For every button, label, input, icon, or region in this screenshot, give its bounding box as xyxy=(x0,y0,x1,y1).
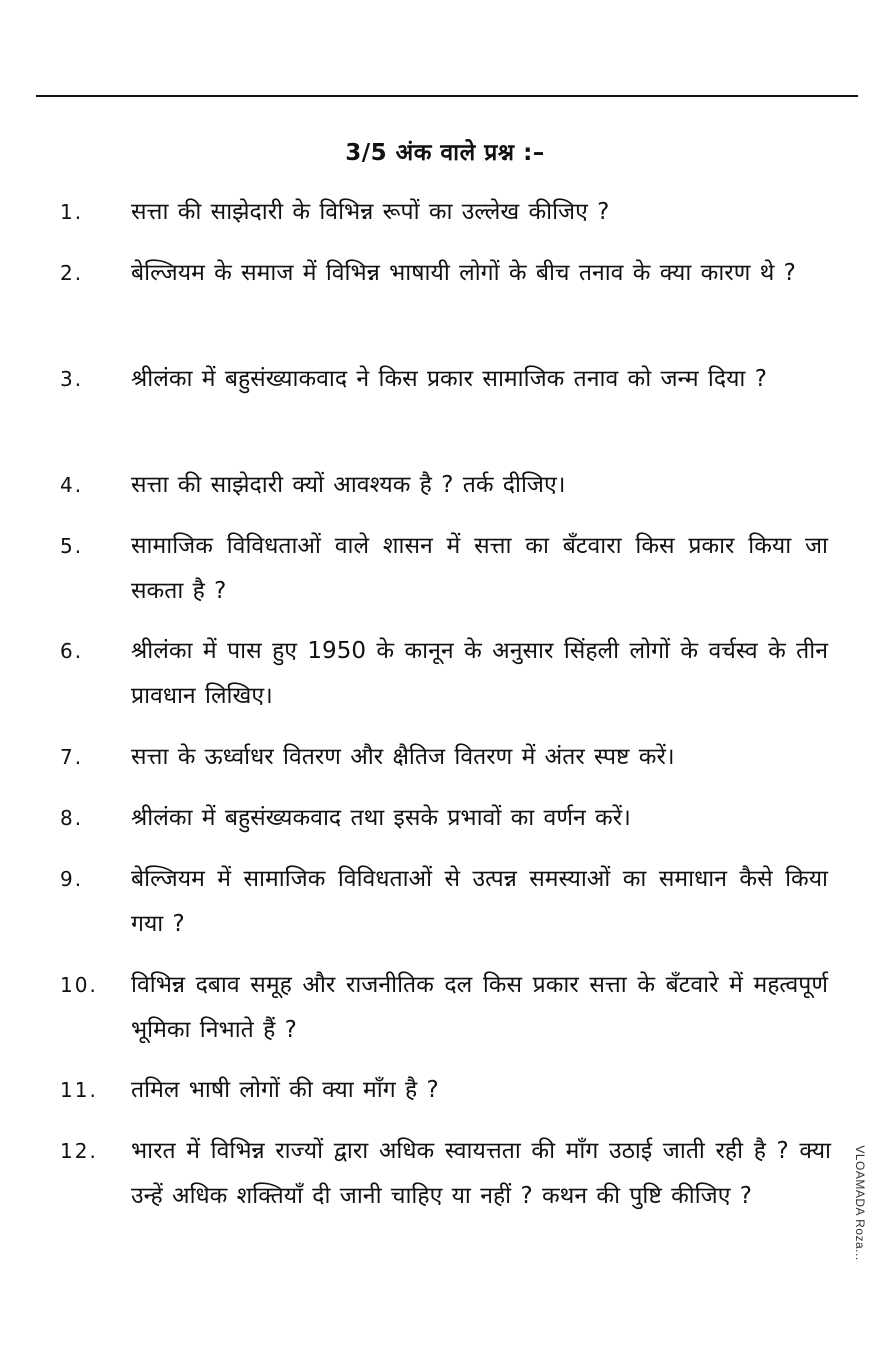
question-number: 11. xyxy=(60,1078,98,1102)
side-watermark-label: VLOAMADA Roza... xyxy=(853,1144,867,1261)
side-watermark-text xyxy=(845,1110,875,1295)
question-text: श्रीलंका में बहुसंख्याकवाद ने किस प्रकार सामाजिक तनाव को जन्म दिया ? xyxy=(131,366,767,392)
question-text: श्रीलंका में पास हुए 1950 के कानून के अनुसार सिंहली लोगों के वर्चस्व के तीन प्रावधान लिखिए। xyxy=(131,638,828,709)
question-text: बेल्जियम में सामाजिक विविधताओं से उत्पन्न समस्याओं का समाधान कैसे किया गया ? xyxy=(131,866,828,937)
question-number: 1. xyxy=(60,200,84,224)
question-number: 9. xyxy=(60,867,84,891)
question-text: सामाजिक विविधताओं वाले शासन में सत्ता का बँटवारा किस प्रकार किया जा सकता है ? xyxy=(131,533,828,604)
question-number: 7. xyxy=(60,745,84,769)
question-text: सत्ता की साझेदारी के विभिन्न रूपों का उल्लेख कीजिए ? xyxy=(131,199,610,225)
question-text: विभिन्न दबाव समूह और राजनीतिक दल किस प्रकार सत्ता के बँटवारे में महत्वपूर्ण भूमिका निभाते हैं ? xyxy=(131,972,828,1043)
question-number: 10. xyxy=(60,973,98,997)
question-text: तमिल भाषी लोगों की क्या माँग है ? xyxy=(131,1077,439,1103)
question-number: 6. xyxy=(60,639,84,663)
question-text: सत्ता के ऊर्ध्वाधर वितरण और क्षैतिज वितरण में अंतर स्पष्ट करें। xyxy=(131,744,675,770)
question-number: 5. xyxy=(60,534,84,558)
question-number: 3. xyxy=(60,367,84,391)
question-number: 4. xyxy=(60,473,84,497)
question-number: 12. xyxy=(60,1139,98,1163)
question-text: श्रीलंका में बहुसंख्यकवाद तथा इसके प्रभावों का वर्णन करें। xyxy=(131,805,631,831)
question-text: भारत में विभिन्न राज्यों द्वारा अधिक स्वायत्तता की माँग उठाई जाती रही है ? क्या उन्हें अधिक शक्तियाँ दी जानी चाहिए या नहीं ? कथन की पुष्टि कीजिए ? xyxy=(131,1138,831,1209)
section-heading: 3/5 अंक वाले प्रश्न :– xyxy=(345,140,545,166)
question-text: सत्ता की साझेदारी क्यों आवश्यक है ? तर्क दीजिए। xyxy=(131,472,566,498)
question-text: बेल्जियम के समाज में विभिन्न भाषायी लोगों के बीच तनाव के क्या कारण थे ? xyxy=(131,260,796,286)
question-number: 8. xyxy=(60,806,84,830)
question-number: 2. xyxy=(60,261,84,285)
